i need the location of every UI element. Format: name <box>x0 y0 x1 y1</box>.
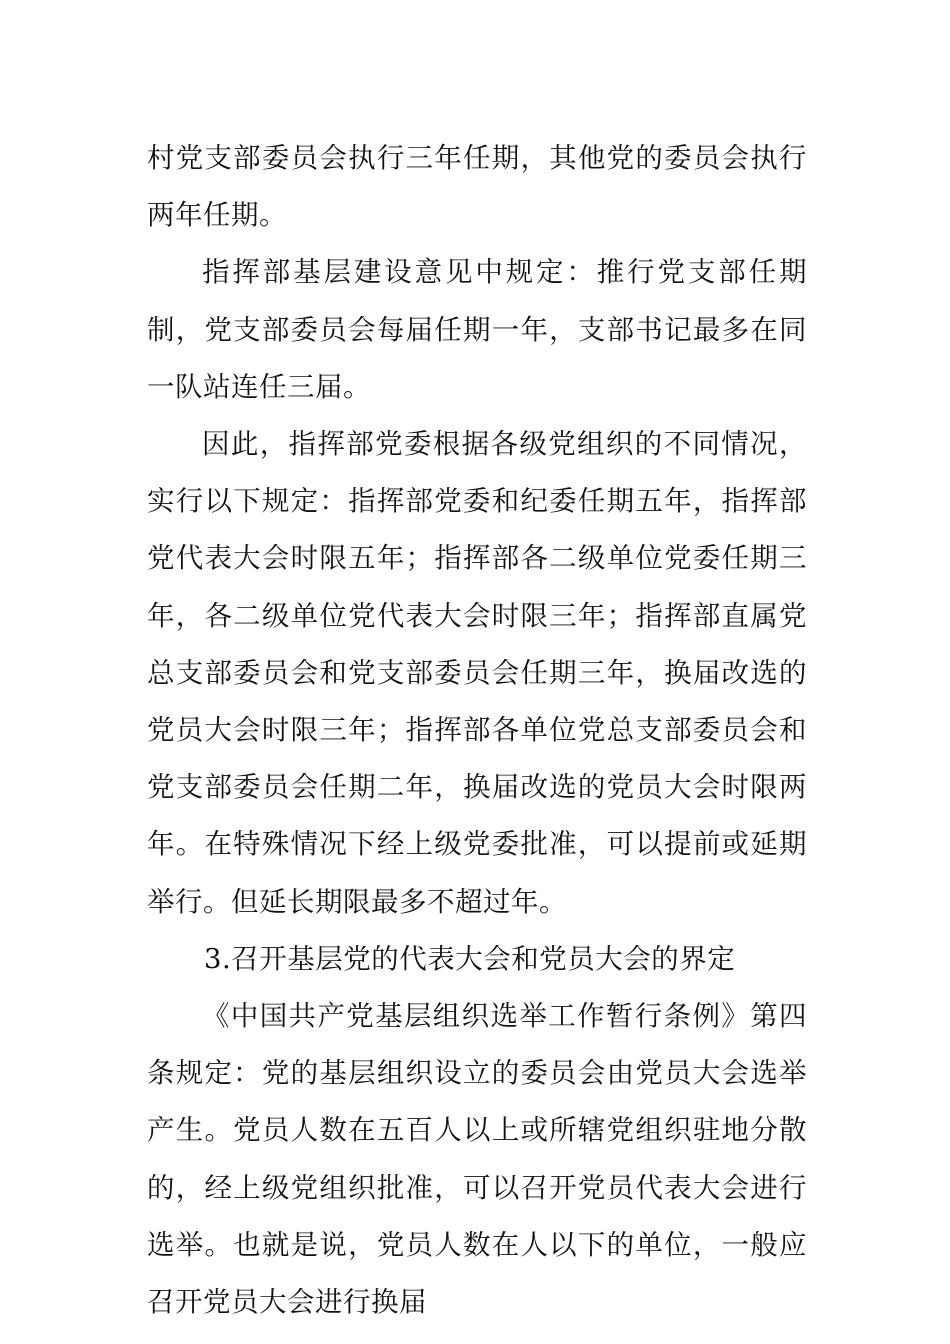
paragraph-command-regulation: 指挥部基层建设意见中规定：推行党支部任期制，党支部委员会每届任期一年，支部书记最多在同一队站连任三届。 <box>147 256 807 403</box>
paragraph-election-regulation: 《中国共产党基层组织选举工作暂行条例》第四条规定：党的基层组织设立的委员会由党员大会选举产生。党员人数在五百人以上或所辖党组织驻地分散的，经上级党组织批准，可以召开党员代表大会进行选举。也就是说，党员人数在人以下的单位，一般应召开党员大会进行换届 <box>147 1000 807 1319</box>
document-body <box>147 130 807 1331</box>
section-heading-3: 3.召开基层党的代表大会和党员大会的界定 <box>204 942 736 975</box>
paragraph-term-village: 村党支部委员会执行三年任期，其他党的委员会执行两年任期。 <box>147 142 807 232</box>
paragraph-term-rules: 因此，指挥部党委根据各级党组织的不同情况，实行以下规定：指挥部党委和纪委任期五年，指挥部党代表大会时限五年；指挥部各二级单位党委任期三年，各二级单位党代表大会时限三年；指挥部直属党总支部委员会和党支部委员会任期三年，换届改选的党员大会时限三年；指挥部各单位党总支部委员会和党支部委员会任期二年，换届改选的党员大会时限两年。在特殊情况下经上级党委批准，可以提前或延期举行。但延长期限最多不超过年。 <box>147 428 807 918</box>
